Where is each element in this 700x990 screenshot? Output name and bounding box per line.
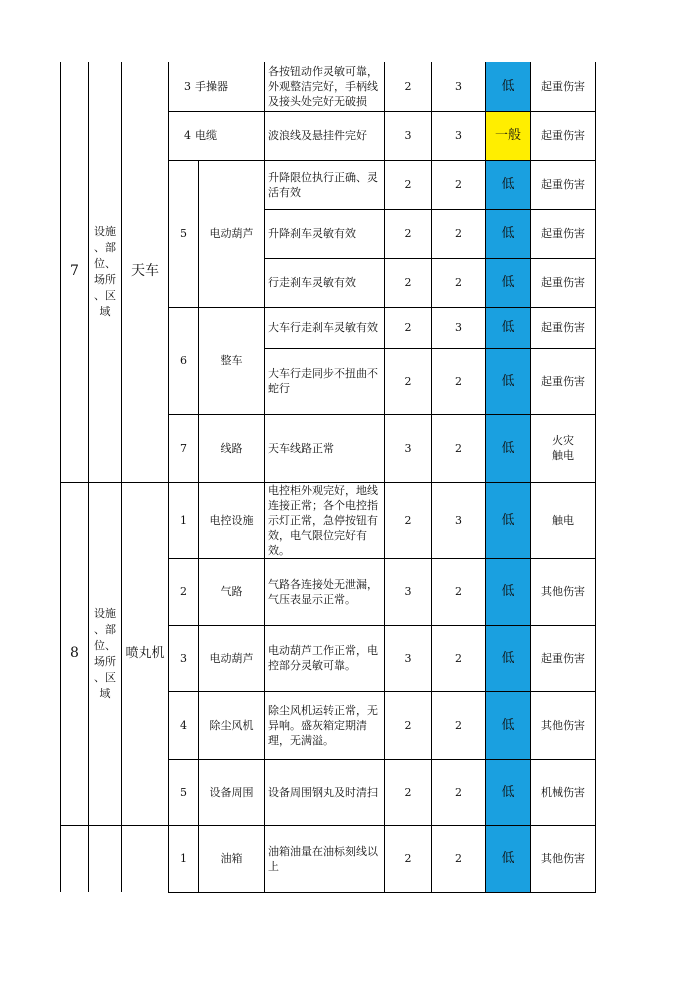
standard-text: 设备周围钢丸及时清扫 [265,759,385,825]
severity: 2 [432,348,486,414]
likelihood: 2 [385,307,432,348]
risk-type: 触电 [531,482,596,558]
sub-no: 5 [169,759,199,825]
table-row [61,482,596,558]
risk-level: 低 [486,558,531,625]
likelihood: 3 [385,414,432,482]
group-no: 8 [61,482,89,825]
sub-no: 4 [184,129,191,142]
standard-text: 气路各连接处无泄漏，气压表显示正常。 [265,558,385,625]
likelihood: 2 [385,258,432,307]
equipment-name: 喷丸机 [122,482,169,825]
severity: 2 [432,209,486,258]
standard-text: 升降刹车灵敏有效 [265,209,385,258]
group-category: 设施 、部 位、 场所 、区 域 [89,62,122,482]
severity: 2 [432,258,486,307]
sub-no: 4 [169,691,199,759]
part-name: 整车 [199,307,265,414]
severity: 3 [432,111,486,160]
risk-level: 低 [486,825,531,892]
standard-text: 各按钮动作灵敏可靠，外观整洁完好，手柄线及接头处完好无破损 [265,62,385,111]
part-name: 油箱 [199,825,265,892]
table-row [61,62,596,111]
risk-level: 一般 [486,111,531,160]
risk-level: 低 [486,307,531,348]
group-category: 设施 、部 位、 场所 、区 域 [89,482,122,825]
sub-no: 7 [169,414,199,482]
part-name: 气路 [199,558,265,625]
standard-text: 大车行走同步不扭曲不蛇行 [265,348,385,414]
risk-type: 其他伤害 [531,691,596,759]
sub-no: 2 [169,558,199,625]
sub-item [169,62,265,111]
severity: 2 [432,625,486,691]
risk-level: 低 [486,691,531,759]
part-name: 电缆 [195,129,217,142]
sub-no: 5 [169,160,199,307]
sub-no: 3 [169,625,199,691]
standard-text: 电控柜外观完好，地线连接正常；各个电控指示灯正常，急停按钮有效，电气限位完好有效。 [265,482,385,558]
sub-no: 1 [169,482,199,558]
likelihood: 2 [385,160,432,209]
risk-type: 起重伤害 [531,258,596,307]
part-name: 电动葫芦 [199,160,265,307]
likelihood: 2 [385,825,432,892]
part-name: 电动葫芦 [199,625,265,691]
table-row [61,825,596,892]
severity: 2 [432,691,486,759]
sub-no: 6 [169,307,199,414]
risk-level: 低 [486,258,531,307]
likelihood: 2 [385,348,432,414]
part-name: 除尘风机 [199,691,265,759]
standard-text: 升降限位执行正确、灵活有效 [265,160,385,209]
risk-type: 起重伤害 [531,62,596,111]
risk-level: 低 [486,414,531,482]
risk-level: 低 [486,62,531,111]
severity: 3 [432,307,486,348]
likelihood: 3 [385,558,432,625]
risk-type: 起重伤害 [531,209,596,258]
severity: 2 [432,759,486,825]
risk-type: 起重伤害 [531,625,596,691]
severity: 2 [432,825,486,892]
severity: 3 [432,482,486,558]
sub-no: 1 [169,825,199,892]
sub-no: 3 [184,79,191,93]
part-name: 线路 [199,414,265,482]
group-no: 7 [61,62,89,482]
equipment-name: 天车 [122,62,169,482]
risk-level: 低 [486,160,531,209]
standard-text: 除尘风机运转正常，无异响。盛灰箱定期清理，无满溢。 [265,691,385,759]
risk-level: 低 [486,482,531,558]
standard-text: 行走刹车灵敏有效 [265,258,385,307]
risk-level: 低 [486,625,531,691]
severity: 3 [432,62,486,111]
risk-type: 其他伤害 [531,558,596,625]
sub-item [169,111,265,160]
risk-type: 其他伤害 [531,825,596,892]
risk-type: 机械伤害 [531,759,596,825]
likelihood: 3 [385,111,432,160]
equipment-name [122,825,169,892]
risk-type: 起重伤害 [531,160,596,209]
risk-level: 低 [486,759,531,825]
likelihood: 2 [385,62,432,111]
part-name: 电控设施 [199,482,265,558]
part-name: 设备周围 [199,759,265,825]
likelihood: 3 [385,625,432,691]
group-no [61,825,89,892]
severity: 2 [432,160,486,209]
standard-text: 天车线路正常 [265,414,385,482]
risk-type: 起重伤害 [531,111,596,160]
likelihood: 2 [385,209,432,258]
part-name: 手操器 [195,79,228,93]
severity: 2 [432,414,486,482]
standard-text: 大车行走刹车灵敏有效 [265,307,385,348]
risk-type: 火灾 触电 [531,414,596,482]
standard-text: 电动葫芦工作正常，电控部分灵敏可靠。 [265,625,385,691]
risk-level: 低 [486,209,531,258]
group-category [89,825,122,892]
likelihood: 2 [385,691,432,759]
inspection-table [60,62,596,893]
likelihood: 2 [385,759,432,825]
risk-type: 起重伤害 [531,307,596,348]
risk-type: 起重伤害 [531,348,596,414]
likelihood: 2 [385,482,432,558]
risk-level: 低 [486,348,531,414]
severity: 2 [432,558,486,625]
standard-text: 油箱油量在油标刻线以上 [265,825,385,892]
standard-text: 波浪线及悬挂件完好 [265,111,385,160]
